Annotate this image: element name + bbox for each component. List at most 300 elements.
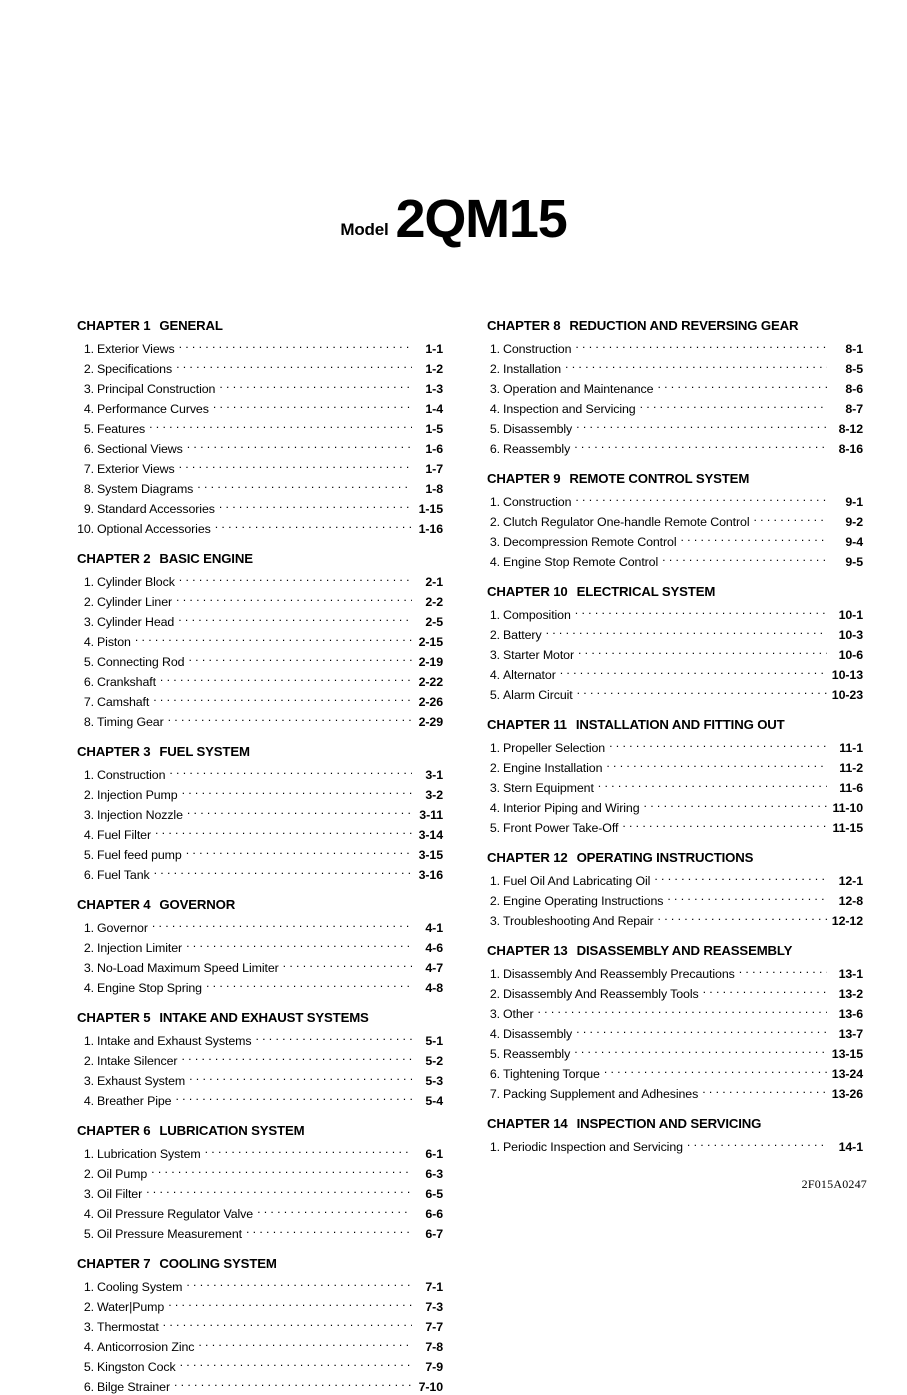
toc-entry[interactable] xyxy=(77,916,443,936)
entry-page-number: 3-11 xyxy=(412,808,443,824)
entry-page-number: 8-12 xyxy=(827,422,863,438)
entry-page-number: 2-22 xyxy=(412,675,443,691)
chapter-label: CHAPTER 2 xyxy=(77,551,150,566)
chapter-block xyxy=(77,551,443,730)
entry-page-number: 8-1 xyxy=(827,342,863,358)
entry-number: 4. xyxy=(77,981,97,997)
toc-entry[interactable] xyxy=(487,1135,863,1155)
toc-entry[interactable] xyxy=(487,736,863,756)
entry-page-number: 11-10 xyxy=(827,801,863,817)
entry-title: Disassembly And Reassembly Tools xyxy=(503,987,703,1003)
entry-page-number: 2-15 xyxy=(412,635,443,651)
chapter-heading[interactable] xyxy=(77,897,443,913)
entry-page-number: 8-5 xyxy=(827,362,863,378)
entry-page-number: 2-1 xyxy=(412,575,443,591)
chapter-label: CHAPTER 5 xyxy=(77,1010,150,1025)
toc-entry[interactable] xyxy=(487,1002,863,1022)
entry-number: 4. xyxy=(77,1207,97,1223)
toc-entry[interactable] xyxy=(77,377,443,397)
entry-page-number: 2-5 xyxy=(412,615,443,631)
toc-entry[interactable] xyxy=(77,570,443,590)
entry-dot-leader xyxy=(206,976,412,992)
toc-entry[interactable] xyxy=(77,1049,443,1069)
entry-dot-leader xyxy=(215,517,412,533)
toc-entry[interactable] xyxy=(487,816,863,836)
toc-entry[interactable] xyxy=(77,1222,443,1242)
entry-page-number: 9-1 xyxy=(827,495,863,511)
entry-title: Timing Gear xyxy=(97,715,168,731)
entry-title: Anticorrosion Zinc xyxy=(97,1340,198,1356)
entry-dot-leader xyxy=(189,1069,412,1085)
page-title xyxy=(0,188,907,250)
entry-page-number: 1-15 xyxy=(412,502,443,518)
toc-entry[interactable] xyxy=(77,843,443,863)
entry-dot-leader xyxy=(662,550,827,566)
entry-number: 4. xyxy=(77,828,97,844)
entry-title: Bilge Strainer xyxy=(97,1380,174,1395)
toc-entry[interactable] xyxy=(487,1022,863,1042)
entry-page-number: 12-12 xyxy=(827,914,863,930)
entry-dot-leader xyxy=(703,982,827,998)
entry-title: Stern Equipment xyxy=(503,781,598,797)
entry-dot-leader xyxy=(246,1222,412,1238)
entry-page-number: 12-1 xyxy=(827,874,863,890)
entry-dot-leader xyxy=(644,796,827,812)
entry-number: 5. xyxy=(77,422,97,438)
entry-page-number: 7-8 xyxy=(412,1340,443,1356)
entry-dot-leader xyxy=(574,437,827,453)
entry-title: Fuel Tank xyxy=(97,868,154,884)
entry-page-number: 1-2 xyxy=(412,362,443,378)
chapter-heading[interactable] xyxy=(77,1256,443,1272)
toc-entry[interactable] xyxy=(487,417,863,437)
chapter-title: ELECTRICAL SYSTEM xyxy=(577,584,716,599)
entry-dot-leader xyxy=(576,1022,827,1038)
entry-title: Alternator xyxy=(503,668,560,684)
toc-entry[interactable] xyxy=(77,956,443,976)
chapter-heading[interactable] xyxy=(487,471,863,487)
entry-number: 5. xyxy=(487,688,503,704)
entry-number: 2. xyxy=(487,362,503,378)
entry-number: 9. xyxy=(77,502,97,518)
entry-title: Front Power Take-Off xyxy=(503,821,622,837)
chapter-entry-list xyxy=(77,1142,443,1242)
chapter-block xyxy=(487,943,863,1102)
chapter-label: CHAPTER 11 xyxy=(487,717,567,732)
entry-title: Breather Pipe xyxy=(97,1094,175,1110)
chapter-entry-list xyxy=(487,736,863,836)
entry-page-number: 6-5 xyxy=(412,1187,443,1203)
toc-entry[interactable] xyxy=(77,1355,443,1375)
toc-entry[interactable] xyxy=(77,1142,443,1162)
entry-page-number: 5-4 xyxy=(412,1094,443,1110)
entry-dot-leader xyxy=(198,1335,412,1351)
entry-title: Interior Piping and Wiring xyxy=(503,801,644,817)
toc-entry[interactable] xyxy=(77,337,443,357)
toc-entry[interactable] xyxy=(77,1335,443,1355)
entry-dot-leader xyxy=(186,1275,412,1291)
chapter-entry-list xyxy=(77,1029,443,1109)
entry-dot-leader xyxy=(575,337,827,353)
entry-number: 1. xyxy=(77,575,97,591)
entry-number: 1. xyxy=(77,768,97,784)
toc-entry[interactable] xyxy=(487,643,863,663)
toc-entry[interactable] xyxy=(487,1042,863,1062)
chapter-heading[interactable] xyxy=(77,318,443,334)
toc-entry[interactable] xyxy=(77,1315,443,1335)
chapter-heading[interactable] xyxy=(77,551,443,567)
entry-dot-leader xyxy=(176,590,412,606)
entry-number: 5. xyxy=(487,422,503,438)
toc-entry[interactable] xyxy=(77,457,443,477)
toc-entry[interactable] xyxy=(487,550,863,570)
entry-page-number: 13-24 xyxy=(827,1067,863,1083)
entry-title: Tightening Torque xyxy=(503,1067,604,1083)
entry-dot-leader xyxy=(187,803,412,819)
entry-number: 1. xyxy=(487,342,503,358)
entry-number: 5. xyxy=(77,1360,97,1376)
entry-number: 2. xyxy=(77,941,97,957)
entry-dot-leader xyxy=(283,956,412,972)
toc-entry[interactable] xyxy=(77,437,443,457)
entry-title: No-Load Maximum Speed Limiter xyxy=(97,961,283,977)
entry-title: Oil Pump xyxy=(97,1167,151,1183)
entry-dot-leader xyxy=(575,490,827,506)
entry-page-number: 5-1 xyxy=(412,1034,443,1050)
toc-entry[interactable] xyxy=(487,337,863,357)
entry-page-number: 1-1 xyxy=(412,342,443,358)
entry-page-number: 5-2 xyxy=(412,1054,443,1070)
entry-page-number: 2-19 xyxy=(412,655,443,671)
toc-entry[interactable] xyxy=(487,796,863,816)
toc-entry[interactable] xyxy=(487,603,863,623)
entry-page-number: 3-16 xyxy=(412,868,443,884)
entry-dot-leader xyxy=(739,962,827,978)
chapter-label: CHAPTER 8 xyxy=(487,318,560,333)
entry-title: Cylinder Block xyxy=(97,575,179,591)
entry-title: Exterior Views xyxy=(97,342,179,358)
entry-page-number: 5-3 xyxy=(412,1074,443,1090)
entry-dot-leader xyxy=(658,909,827,925)
toc-entry[interactable] xyxy=(487,756,863,776)
entry-dot-leader xyxy=(205,1142,412,1158)
toc-entry[interactable] xyxy=(77,477,443,497)
chapter-heading[interactable] xyxy=(487,1116,863,1132)
entry-dot-leader xyxy=(654,869,827,885)
entry-title: Specifications xyxy=(97,362,176,378)
entry-page-number: 8-16 xyxy=(827,442,863,458)
entry-title: Construction xyxy=(503,342,575,358)
entry-number: 8. xyxy=(77,482,97,498)
entry-number: 1. xyxy=(487,1140,503,1156)
entry-number: 4. xyxy=(77,1340,97,1356)
entry-page-number: 6-3 xyxy=(412,1167,443,1183)
toc-entry[interactable] xyxy=(487,377,863,397)
entry-number: 5. xyxy=(77,848,97,864)
entry-dot-leader xyxy=(219,377,412,393)
entry-page-number: 3-2 xyxy=(412,788,443,804)
entry-dot-leader xyxy=(153,690,412,706)
toc-entry[interactable] xyxy=(77,763,443,783)
chapter-entry-list xyxy=(77,1275,443,1395)
entry-page-number: 13-6 xyxy=(827,1007,863,1023)
entry-number: 2. xyxy=(77,1300,97,1316)
toc-entry[interactable] xyxy=(487,683,863,703)
entry-page-number: 7-3 xyxy=(412,1300,443,1316)
entry-number: 7. xyxy=(77,462,97,478)
toc-entry[interactable] xyxy=(487,357,863,377)
toc-entry[interactable] xyxy=(77,650,443,670)
chapter-block xyxy=(77,318,443,537)
chapter-label: CHAPTER 12 xyxy=(487,850,568,865)
toc-entry[interactable] xyxy=(487,437,863,457)
chapter-title: COOLING SYSTEM xyxy=(159,1256,276,1271)
entry-number: 7. xyxy=(487,1087,503,1103)
entry-page-number: 3-14 xyxy=(412,828,443,844)
entry-dot-leader xyxy=(175,1089,412,1105)
toc-entry[interactable] xyxy=(487,1062,863,1082)
toc-entry[interactable] xyxy=(487,397,863,417)
entry-page-number: 11-1 xyxy=(827,741,863,757)
entry-page-number: 6-6 xyxy=(412,1207,443,1223)
entry-number: 1. xyxy=(77,1034,97,1050)
toc-entry[interactable] xyxy=(77,497,443,517)
entry-number: 2. xyxy=(77,1167,97,1183)
chapter-heading[interactable] xyxy=(487,584,863,600)
entry-page-number: 6-1 xyxy=(412,1147,443,1163)
entry-title: Installation xyxy=(503,362,565,378)
toc-entry[interactable] xyxy=(487,663,863,683)
toc-entry[interactable] xyxy=(487,869,863,889)
entry-number: 3. xyxy=(77,382,97,398)
toc-entry[interactable] xyxy=(77,590,443,610)
entry-dot-leader xyxy=(186,843,412,859)
chapter-title: OPERATING INSTRUCTIONS xyxy=(577,850,754,865)
chapter-block xyxy=(487,850,863,929)
entry-title: Thermostat xyxy=(97,1320,163,1336)
toc-entry[interactable] xyxy=(77,1375,443,1395)
entry-number: 8. xyxy=(77,715,97,731)
entry-dot-leader xyxy=(186,936,412,952)
toc-entry[interactable] xyxy=(77,630,443,650)
chapter-title: LUBRICATION SYSTEM xyxy=(159,1123,304,1138)
chapter-title: FUEL SYSTEM xyxy=(159,744,249,759)
entry-number: 3. xyxy=(487,914,503,930)
toc-entry[interactable] xyxy=(77,1069,443,1089)
entry-title: Sectional Views xyxy=(97,442,187,458)
toc-entry[interactable] xyxy=(487,490,863,510)
chapter-title: REMOTE CONTROL SYSTEM xyxy=(569,471,749,486)
chapter-heading[interactable] xyxy=(487,318,863,334)
entry-number: 6. xyxy=(487,1067,503,1083)
chapter-block xyxy=(487,318,863,457)
entry-page-number: 14-1 xyxy=(827,1140,863,1156)
entry-number: 4. xyxy=(487,1027,503,1043)
entry-page-number: 8-7 xyxy=(827,402,863,418)
toc-entry[interactable] xyxy=(487,962,863,982)
entry-title: Camshaft xyxy=(97,695,153,711)
entry-page-number: 4-8 xyxy=(412,981,443,997)
entry-page-number: 10-23 xyxy=(827,688,863,704)
chapter-title: BASIC ENGINE xyxy=(159,551,252,566)
entry-title: Intake and Exhaust Systems xyxy=(97,1034,255,1050)
entry-title: Optional Accessories xyxy=(97,522,215,538)
entry-number: 2. xyxy=(77,788,97,804)
entry-number: 3. xyxy=(77,1187,97,1203)
entry-page-number: 2-29 xyxy=(412,715,443,731)
toc-entry[interactable] xyxy=(77,357,443,377)
toc-entry[interactable] xyxy=(77,670,443,690)
entry-title: Governor xyxy=(97,921,152,937)
chapter-heading[interactable] xyxy=(487,717,863,733)
toc-entry[interactable] xyxy=(77,397,443,417)
entry-dot-leader xyxy=(604,1062,827,1078)
entry-dot-leader xyxy=(560,663,827,679)
entry-title: Alarm Circuit xyxy=(503,688,577,704)
entry-title: Piston xyxy=(97,635,135,651)
chapter-heading[interactable] xyxy=(77,1010,443,1026)
toc-entry[interactable] xyxy=(77,1182,443,1202)
entry-number: 2. xyxy=(487,628,503,644)
toc-entry[interactable] xyxy=(77,936,443,956)
entry-page-number: 1-5 xyxy=(412,422,443,438)
toc-entry[interactable] xyxy=(77,1089,443,1109)
toc-entry[interactable] xyxy=(77,976,443,996)
model-label: Model xyxy=(340,220,388,239)
entry-title: Crankshaft xyxy=(97,675,160,691)
entry-title: Lubrication System xyxy=(97,1147,205,1163)
chapter-block xyxy=(487,471,863,570)
entry-title: System Diagrams xyxy=(97,482,197,498)
chapter-label: CHAPTER 3 xyxy=(77,744,150,759)
entry-number: 2. xyxy=(487,515,503,531)
toc-entry[interactable] xyxy=(77,1295,443,1315)
entry-title: Oil Pressure Regulator Valve xyxy=(97,1207,257,1223)
chapter-label: CHAPTER 14 xyxy=(487,1116,568,1131)
entry-title: Starter Motor xyxy=(503,648,578,664)
toc-entry[interactable] xyxy=(487,982,863,1002)
toc-entry[interactable] xyxy=(77,803,443,823)
entry-dot-leader xyxy=(577,683,827,699)
toc-entry[interactable] xyxy=(77,783,443,803)
chapter-block xyxy=(77,1123,443,1242)
entry-dot-leader xyxy=(538,1002,828,1018)
entry-dot-leader xyxy=(702,1082,827,1098)
toc-entry[interactable] xyxy=(77,517,443,537)
entry-dot-leader xyxy=(179,457,412,473)
entry-number: 1. xyxy=(487,741,503,757)
chapter-title: DISASSEMBLY AND REASSEMBLY xyxy=(577,943,793,958)
toc-entry[interactable] xyxy=(77,610,443,630)
toc-entry[interactable] xyxy=(77,1162,443,1182)
entry-number: 6. xyxy=(77,675,97,691)
toc-entry[interactable] xyxy=(77,690,443,710)
toc-entry[interactable] xyxy=(487,909,863,929)
chapter-heading[interactable] xyxy=(77,1123,443,1139)
entry-dot-leader xyxy=(578,643,827,659)
entry-number: 4. xyxy=(487,801,503,817)
entry-number: 2. xyxy=(77,362,97,378)
entry-page-number: 11-6 xyxy=(827,781,863,797)
entry-page-number: 2-26 xyxy=(412,695,443,711)
toc-entry[interactable] xyxy=(77,1202,443,1222)
entry-number: 6. xyxy=(77,868,97,884)
entry-title: Performance Curves xyxy=(97,402,213,418)
entry-number: 3. xyxy=(487,382,503,398)
document-code: 2F015A0247 xyxy=(802,1177,867,1192)
entry-page-number: 1-6 xyxy=(412,442,443,458)
entry-page-number: 6-7 xyxy=(412,1227,443,1243)
entry-number: 1. xyxy=(77,921,97,937)
entry-number: 2. xyxy=(77,595,97,611)
entry-title: Features xyxy=(97,422,149,438)
entry-title: Inspection and Servicing xyxy=(503,402,640,418)
table-of-contents xyxy=(0,318,907,1158)
entry-dot-leader xyxy=(168,710,412,726)
toc-entry[interactable] xyxy=(487,510,863,530)
entry-page-number: 3-1 xyxy=(412,768,443,784)
entry-number: 6. xyxy=(487,442,503,458)
entry-number: 4. xyxy=(77,402,97,418)
entry-title: Periodic Inspection and Servicing xyxy=(503,1140,687,1156)
entry-title: Kingston Cock xyxy=(97,1360,180,1376)
toc-entry[interactable] xyxy=(487,530,863,550)
entry-dot-leader xyxy=(151,1162,412,1178)
toc-entry[interactable] xyxy=(77,823,443,843)
entry-page-number: 10-1 xyxy=(827,608,863,624)
entry-dot-leader xyxy=(146,1182,412,1198)
toc-entry[interactable] xyxy=(77,1275,443,1295)
entry-dot-leader xyxy=(640,397,827,413)
entry-title: Disassembly xyxy=(503,422,576,438)
toc-entry[interactable] xyxy=(487,1082,863,1102)
chapter-block xyxy=(487,1116,863,1155)
entry-page-number: 7-7 xyxy=(412,1320,443,1336)
entry-number: 2. xyxy=(77,1054,97,1070)
chapter-heading[interactable] xyxy=(77,744,443,760)
entry-title: Reassembly xyxy=(503,1047,574,1063)
toc-entry[interactable] xyxy=(487,889,863,909)
entry-number: 4. xyxy=(487,555,503,571)
entry-title: Propeller Selection xyxy=(503,741,609,757)
toc-entry[interactable] xyxy=(77,417,443,437)
entry-page-number: 7-10 xyxy=(412,1380,443,1395)
entry-number: 1. xyxy=(77,342,97,358)
model-name: 2QM15 xyxy=(396,189,567,249)
toc-entry[interactable] xyxy=(77,710,443,730)
entry-page-number: 7-9 xyxy=(412,1360,443,1376)
entry-dot-leader xyxy=(255,1029,412,1045)
entry-title: Engine Stop Remote Control xyxy=(503,555,662,571)
toc-entry[interactable] xyxy=(487,776,863,796)
toc-entry[interactable] xyxy=(77,863,443,883)
entry-dot-leader xyxy=(687,1135,827,1151)
entry-page-number: 4-6 xyxy=(412,941,443,957)
entry-number: 3. xyxy=(77,1074,97,1090)
chapter-heading[interactable] xyxy=(487,850,863,866)
chapter-entry-list xyxy=(487,962,863,1102)
entry-dot-leader xyxy=(576,417,827,433)
toc-entry[interactable] xyxy=(487,623,863,643)
entry-page-number: 12-8 xyxy=(827,894,863,910)
entry-dot-leader xyxy=(188,650,412,666)
entry-title: Engine Stop Spring xyxy=(97,981,206,997)
entry-title: Cylinder Head xyxy=(97,615,178,631)
chapter-label: CHAPTER 1 xyxy=(77,318,150,333)
entry-title: Exterior Views xyxy=(97,462,179,478)
chapter-heading[interactable] xyxy=(487,943,863,959)
toc-entry[interactable] xyxy=(77,1029,443,1049)
